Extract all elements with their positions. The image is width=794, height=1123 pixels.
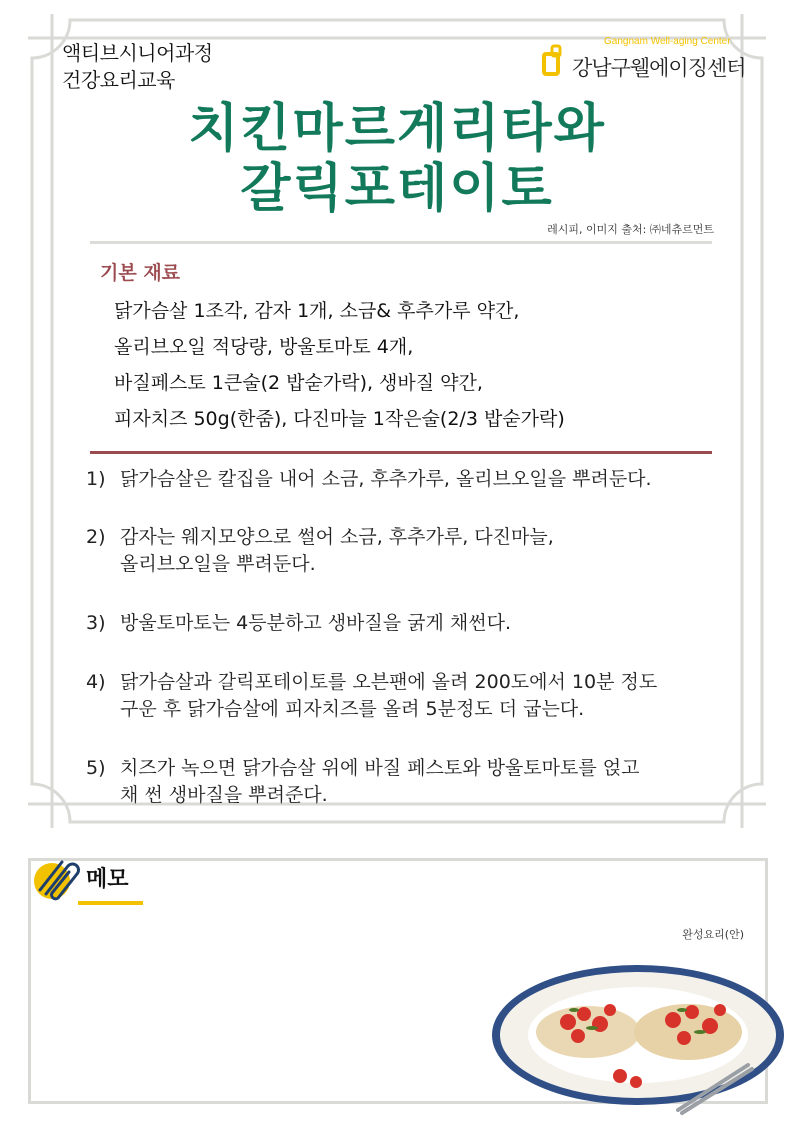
step-text: 치즈가 녹으면 닭가슴살 위에 바질 페스토와 방울토마토를 얹고 (120, 757, 640, 779)
step-text: 닭가슴살과 갈릭포테이토를 오븐팬에 올려 200도에서 10분 정도 (120, 671, 658, 693)
step-text: 채 썬 생바질을 뿌려준다. (120, 784, 328, 806)
recipe-title-line-2: 갈릭포테이토 (240, 159, 554, 219)
step-text: 방울토마토는 4등분하고 생바질을 굵게 채썬다. (120, 612, 512, 634)
step-number: 5) (86, 757, 106, 779)
ingredients-heading: 기본 재료 (100, 262, 181, 284)
recipe-title-line-1: 치킨마르게리타와 (188, 99, 606, 159)
ingredient-line: 피자치즈 50g(한줌), 다진마늘 1작은술(2/3 밥숟가락) (114, 408, 565, 430)
step-number: 3) (86, 612, 106, 634)
dish-caption: 완성요리(안) (682, 928, 744, 941)
source-credit: 레시피, 이미지 출처: ㈜네츄르먼트 (547, 223, 714, 236)
step-text: 닭가슴살은 칼집을 내어 소금, 후추가루, 올리브오일을 뿌려둔다. (120, 468, 652, 490)
step-text: 감자는 웨지모양으로 썰어 소금, 후추가루, 다진마늘, (120, 526, 554, 548)
program-line-2: 건강요리교육 (62, 68, 175, 92)
step-number: 2) (86, 526, 106, 548)
logo-korean-name: 강남구웰에이징센터 (572, 56, 746, 80)
step-number: 4) (86, 671, 106, 693)
ingredient-line: 올리브오일 적당량, 방울토마토 4개, (114, 336, 414, 358)
logo-mark-icon (542, 44, 564, 76)
program-line-1: 액티브시니어과정 (62, 41, 213, 65)
step-number: 1) (86, 468, 106, 490)
ingredients-list (114, 293, 565, 437)
divider (90, 241, 712, 244)
memo-label: 메모 (86, 867, 129, 892)
program-name (62, 40, 213, 94)
paperclip-icon (32, 854, 82, 904)
finished-dish-image (488, 950, 788, 1120)
ingredient-line: 닭가슴살 1조각, 감자 1개, 소금& 후추가루 약간, (114, 300, 520, 322)
ingredient-line: 바질페스토 1큰술(2 밥숟가락), 생바질 약간, (114, 372, 483, 394)
center-logo (540, 38, 750, 88)
logo-english-name: Gangnam Well-aging Center (604, 36, 731, 47)
memo-underline (78, 901, 143, 905)
step-text: 구운 후 닭가슴살에 피자치즈를 올려 5분정도 더 굽는다. (120, 698, 585, 720)
divider (90, 451, 712, 454)
step-text: 올리브오일을 뿌려둔다. (120, 553, 316, 575)
